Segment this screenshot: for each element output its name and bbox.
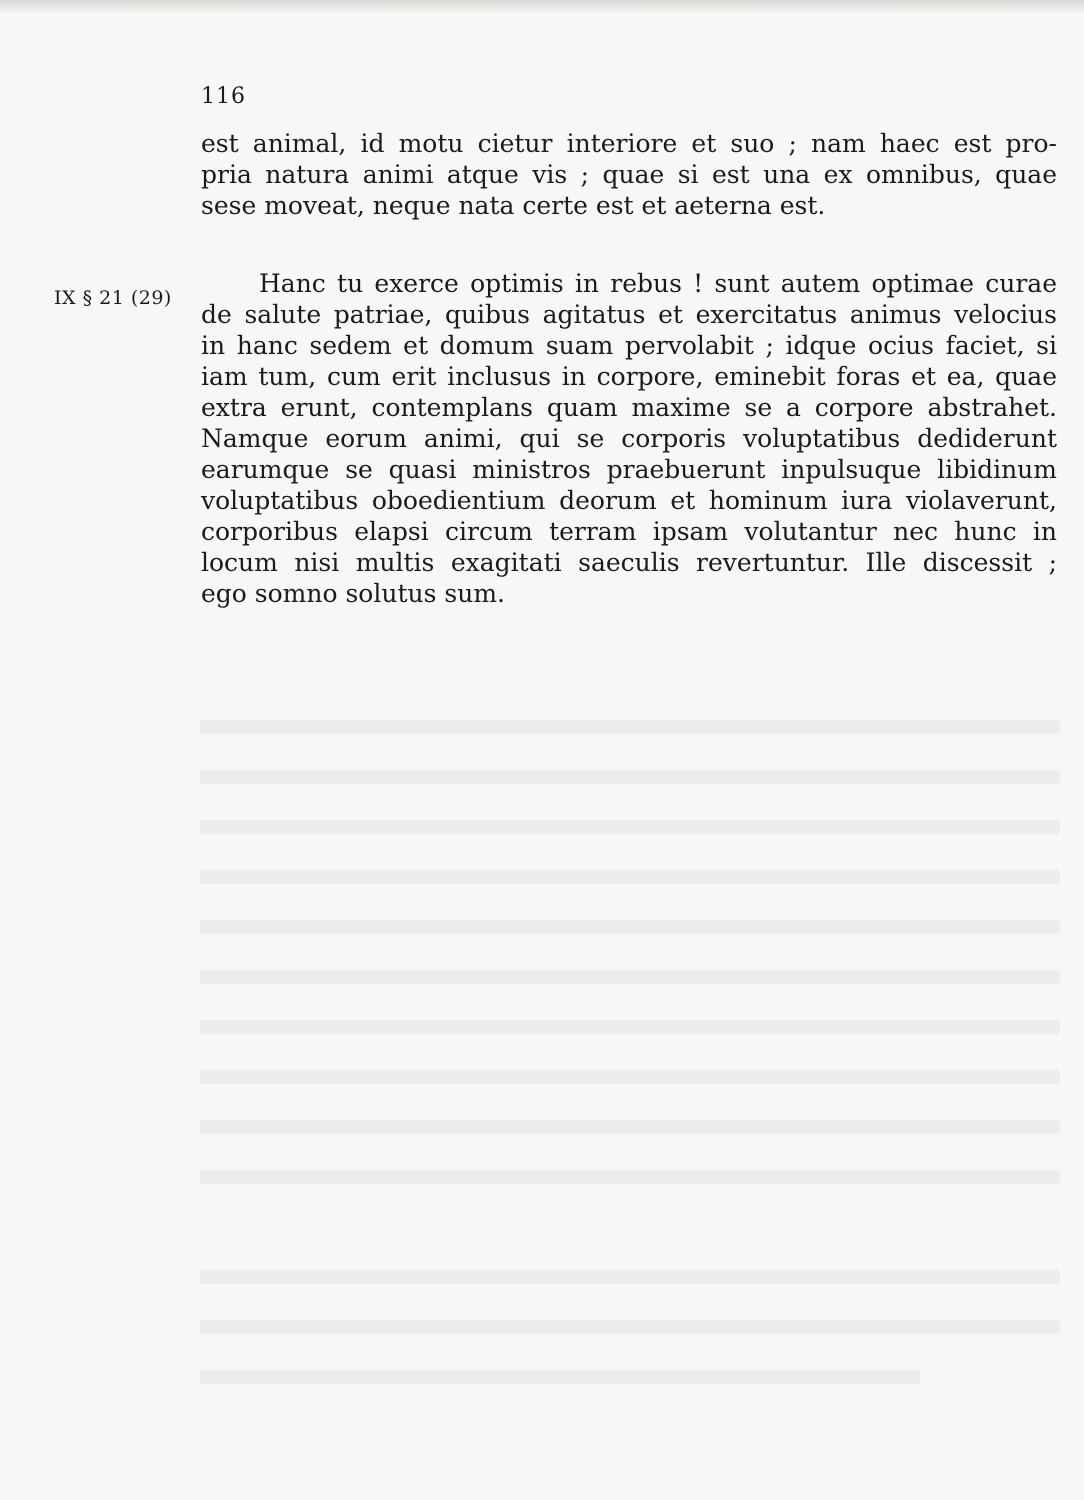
section-reference: IX § 21 (29) — [54, 287, 172, 309]
bleed-through-line — [200, 720, 1060, 734]
text-line: iam tum, cum erit inclusus in corpore, eminebit foras et ea, quae — [201, 362, 1057, 391]
text-line: de salute patriae, quibus agitatus et exercitatus animus velocius — [201, 300, 1057, 329]
text-line: in hanc sedem et domum suam pervolabit ; idque ocius faciet, si — [201, 331, 1057, 360]
text-line: voluptatibus oboedientium deorum et hominum iura violaverunt, — [201, 486, 1057, 515]
paragraph-1 — [201, 128, 1057, 221]
text-line: ego somno solutus sum. — [201, 579, 505, 608]
page-number: 116 — [201, 84, 246, 109]
text-line: Namque eorum animi, qui se corporis voluptatibus dediderunt — [201, 424, 1057, 453]
bleed-through-line — [200, 1070, 1060, 1084]
text-line: Hanc tu exerce optimis in rebus ! sunt autem optimae curae — [259, 269, 1057, 298]
bleed-through-line — [200, 920, 1060, 934]
bleed-through-line — [200, 1320, 1060, 1334]
bleed-through-line — [200, 1170, 1060, 1184]
text-line: extra erunt, contemplans quam maxime se a corpore abstrahet. — [201, 393, 1057, 422]
bleed-through-line — [200, 1020, 1060, 1034]
bleed-through-line — [200, 1120, 1060, 1134]
text-line: pria natura animi atque vis ; quae si est una ex omnibus, quae — [201, 160, 1057, 189]
paragraph-2 — [201, 268, 1057, 609]
bleed-through-line — [200, 870, 1060, 884]
bleed-through-line — [200, 1370, 920, 1384]
bleed-through-line — [200, 1270, 1060, 1284]
text-line: est animal, id motu cietur interiore et suo ; nam haec est pro- — [201, 129, 1057, 158]
text-line: sese moveat, neque nata certe est et aeterna est. — [201, 191, 826, 220]
page-top-edge — [0, 0, 1084, 14]
text-line: corporibus elapsi circum terram ipsam volutantur nec hunc in — [201, 517, 1057, 546]
bleed-through-line — [200, 820, 1060, 834]
bleed-through-line — [200, 770, 1060, 784]
text-line: locum nisi multis exagitati saeculis revertuntur. Ille discessit ; — [201, 548, 1057, 577]
bleed-through-line — [200, 970, 1060, 984]
text-line: earumque se quasi ministros praebuerunt inpulsuque libidinum — [201, 455, 1057, 484]
